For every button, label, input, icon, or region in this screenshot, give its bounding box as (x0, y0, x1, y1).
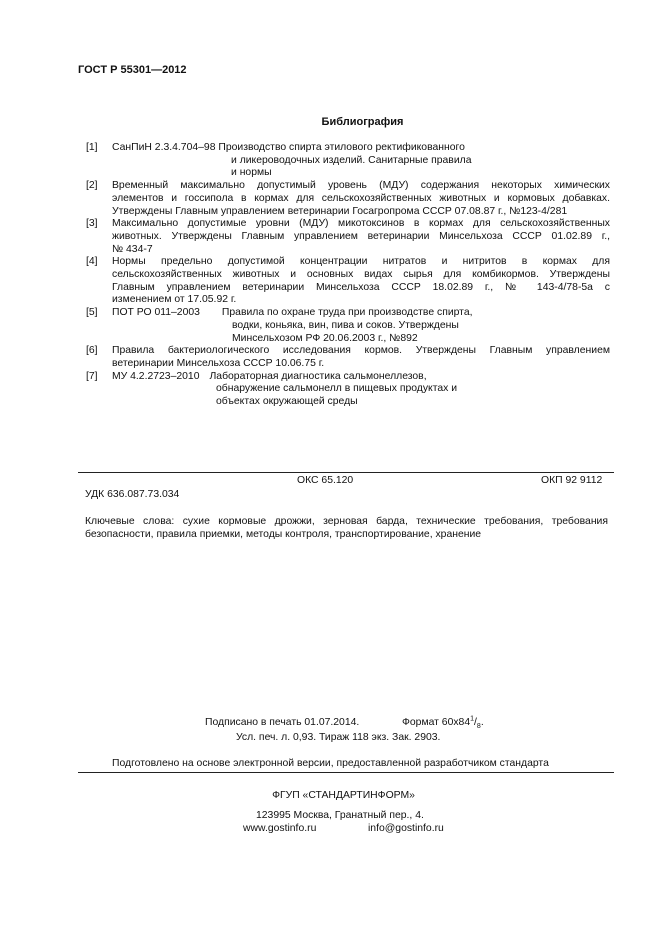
divider (78, 772, 614, 773)
udk-code: УДК 636.087.73.034 (85, 489, 180, 500)
divider (78, 472, 614, 473)
keywords: Ключевые слова: сухие кормовые дрожжи, зерновая барда, технические требования, требования безопасности, правила приемки, методы контроля, транспортирование, хранение (85, 516, 608, 540)
bibliography-entry: [4] Нормы предельно допустимой концентрации нитратов и нитритов в кормах для сельскохозяйственных животных и основных видах сырья для комбикормов. Утверждены Главным управлением ветеринарии Минсельхоза СССР 18.02.89 г., № 143-4/78-5а с изменением от 17.05.92 г. (86, 256, 610, 306)
bibliography-entry: [3] Максимально допустимые уровни (МДУ) микотоксинов в кормах для сельскохозяйственных животных. Утверждены Главным управлением ветеринарии Минсельхоза СССР 01.02.89 г., № 434-7 (86, 218, 610, 255)
oks-code: ОКС 65.120 (297, 475, 354, 486)
bibliography-title: Библиография (321, 116, 404, 128)
bibliography-entry: [1] СанПиН 2.3.4.704–98 Производство спирта этилового ректификованного и ликероводочных изделий. Санитарные правила и нормы (86, 142, 472, 179)
bibliography-entry: [6] Правила бактериологического исследования кормов. Утверждены Главным управлением ветеринарии Минсельхоза СССР 10.06.75 г. (86, 345, 610, 369)
publisher-website[interactable]: www.gostinfo.ru (243, 823, 317, 834)
okp-code: ОКП 92 9112 (541, 475, 603, 486)
bibliography-entry: [2] Временный максимально допустимый уровень (МДУ) содержания некоторых химических элементов и госсипола в кормах для сельскохозяйственных животных и кормовых добавках. Утверждены Главным управлением ветеринарии Госагропрома СССР 07.08.87 г., №123-4/281 (86, 180, 610, 217)
publisher-address: 123995 Москва, Гранатный пер., 4. (256, 810, 424, 821)
document-code: ГОСТ Р 55301—2012 (78, 64, 187, 76)
bibliography-entry: [5] ПОТ РО 011–2003 Правила по охране труда при производстве спирта, водки, коньяка, вин, пива и соков. Утверждены Минсельхозом РФ 20.06.2003 г., №892 (86, 307, 473, 344)
publisher-name: ФГУП «СТАНДАРТИНФОРМ» (272, 790, 415, 801)
bibliography-entry: [7] МУ 4.2.2723–2010 Лабораторная диагностика сальмонеллезов, обнаружение сальмонелл в пищевых продуктах и объектах окружающей среды (86, 370, 458, 408)
imprint-signed: Подписано в печать 01.07.2014. (205, 717, 360, 728)
imprint-format: Формат $60х84^1/_8$. (402, 715, 484, 731)
imprint-sheets: Усл. печ. л. 0,93. Тираж 118 экз. Зак. 2903. (236, 732, 441, 743)
publisher-email[interactable]: info@gostinfo.ru (368, 823, 444, 834)
imprint-prepared: Подготовлено на основе электронной версии, предоставленной разработчиком стандарта (112, 758, 549, 769)
bibliography-list (86, 142, 610, 409)
